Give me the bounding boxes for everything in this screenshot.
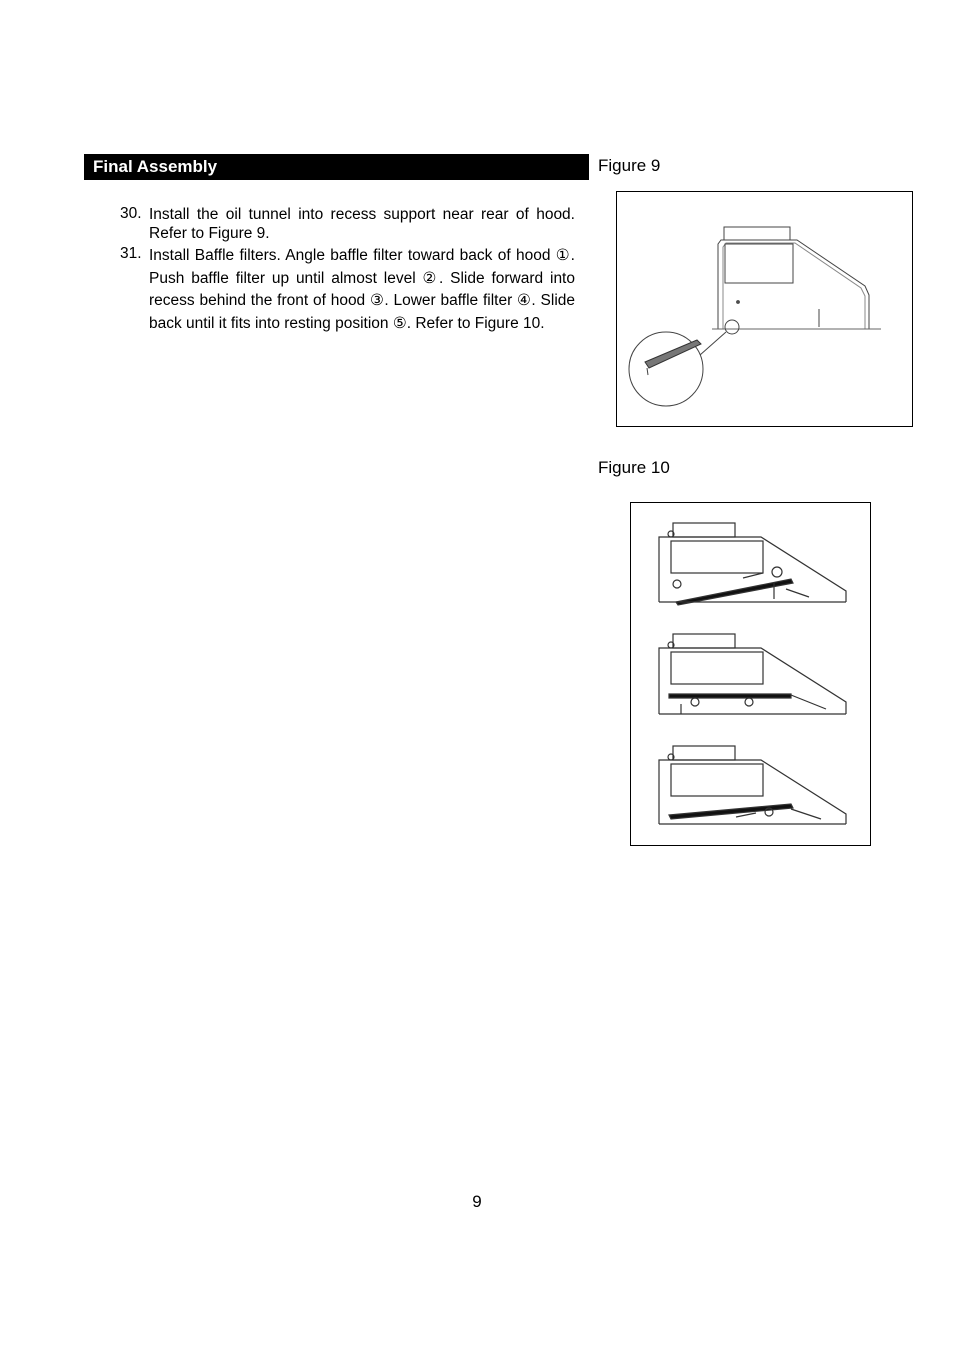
figure-10-illustration [630, 502, 871, 846]
page-number: 9 [472, 1192, 482, 1211]
section-title: Final Assembly [84, 154, 589, 180]
figure-9-caption: Figure 9 [598, 156, 661, 175]
instruction-list [120, 205, 575, 335]
step-text: Install Baffle filters. Angle baffle filter toward back of hood ①. Push baffle filter up until almost level ②. Slide forward into recess behind the front of hood ③. Lower baffle filter ④. Slide back until it fits into resting position ⑤. Refer to Figure 10. [149, 247, 575, 332]
step-31 [120, 245, 575, 335]
step-number: 31. [120, 245, 142, 262]
figure-9-illustration [616, 191, 913, 427]
step-number: 30. [120, 205, 142, 222]
figure-10-caption: Figure 10 [598, 458, 670, 477]
step-text: Install the oil tunnel into recess support near rear of hood. Refer to Figure 9. [149, 206, 575, 242]
step-30 [120, 205, 575, 243]
